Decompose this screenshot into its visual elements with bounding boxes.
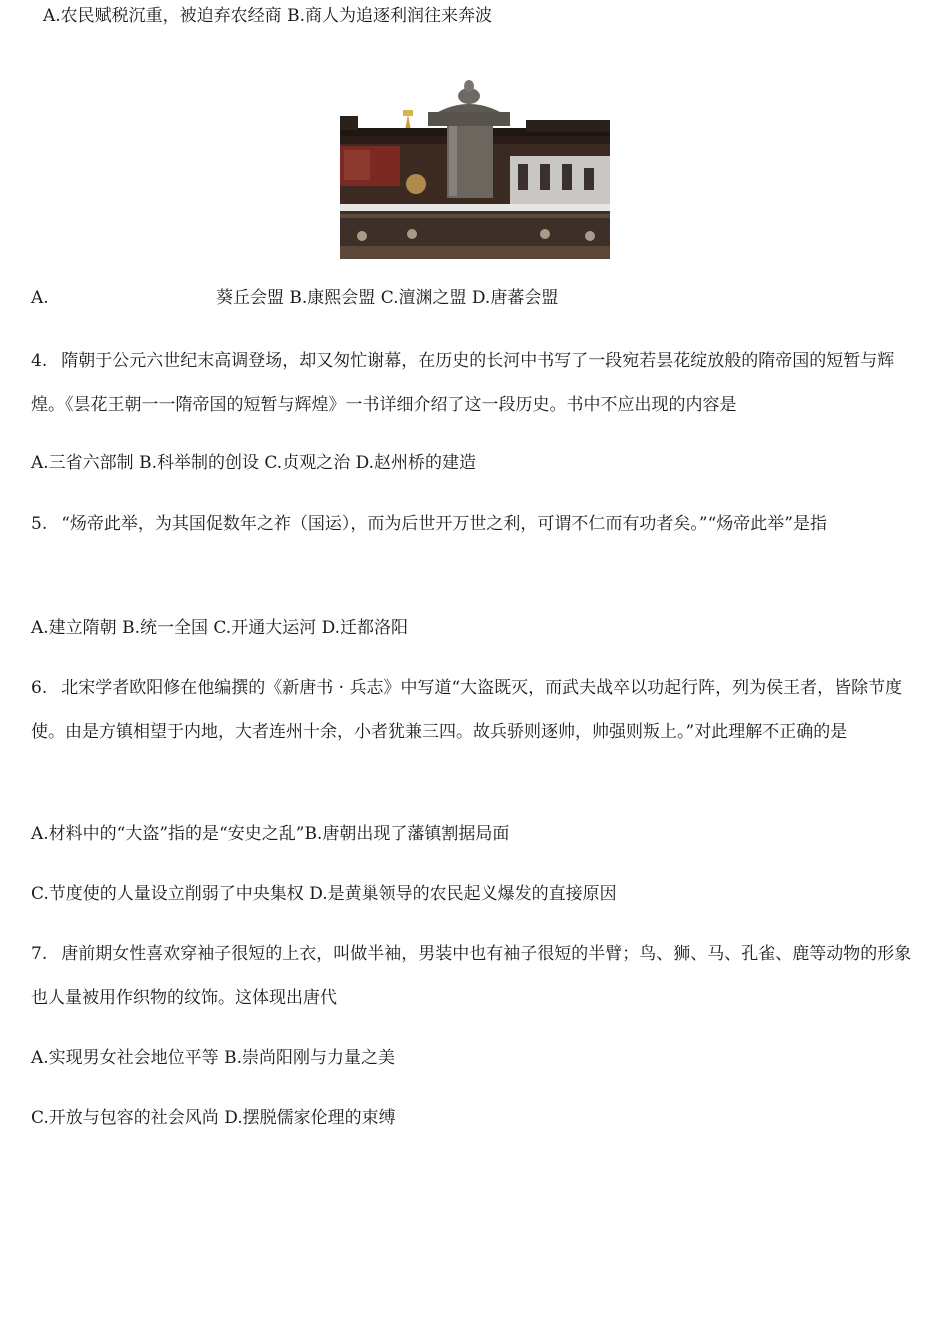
- question-6-options-cd: C.节度使的人量设立削弱了中央集权 D.是黄巢领导的农民起义爆发的直接原因: [31, 884, 617, 904]
- q3-option-a-label: A.: [31, 288, 49, 308]
- stone-pillar-photo: [340, 76, 610, 263]
- question-5-options: A.建立隋朝 B.统一全国 C.开通大运河 D.迁都洛阳: [31, 618, 409, 638]
- question-number: 7.: [31, 944, 48, 964]
- question-5: [31, 502, 916, 546]
- question-stem: “炀帝此举，为其国促数年之祚（国运），而为后世开万世之利，可谓不仁而有功者矣。”“炀帝此举”是指: [61, 514, 827, 534]
- question-stem: 隋朝于公元六世纪末高调登场，却又匆忙谢幕，在历史的长河中书写了一段宛若昙花绽放般的隋帝国的短暂与辉煌。《昙花王朝一一隋帝国的短暂与辉煌》一书详细介绍了这一段历史。书中不应出现的内容是: [31, 351, 895, 415]
- question-stem: 北宋学者欧阳修在他编撰的《新唐书 · 兵志》中写道“大盗既灭，而武夫战卒以功起行阵，列为侯王者，皆除节度使。由是方镇相望于内地，大者连州十余，小者犹兼三四。故兵骄则逐帅，帅强则叛上。”对此理解不正确的是: [31, 678, 903, 742]
- question-number: 6.: [31, 678, 48, 698]
- question-7-options-ab: A.实现男女社会地位平等 B.崇尚阳刚与力量之美: [31, 1048, 395, 1068]
- question-7: [31, 932, 916, 1020]
- question-6-options-ab: A.材料中的“大盗”指的是“安史之乱”B.唐朝出现了藩镇割据局面: [31, 824, 510, 844]
- question-7-options-cd: C.开放与包容的社会风尚 D.摆脱儒家伦理的束缚: [31, 1108, 396, 1128]
- q3-options-prev: A.农民赋税沉重，被迫弃农经商 B.商人为追逐利润往来奔波: [43, 6, 492, 26]
- question-number: 4.: [31, 351, 48, 371]
- q3-options: [31, 287, 916, 309]
- question-stem: 唐前期女性喜欢穿袖子很短的上衣，叫做半袖，男装中也有袖子很短的半臂；鸟、狮、马、孔雀、鹿等动物的形象也人量被用作织物的纹饰。这体现出唐代: [31, 944, 912, 1008]
- question-4: [31, 339, 916, 427]
- question-4-options: A.三省六部制 B.科举制的创设 C.贞观之治 D.赵州桥的建造: [31, 453, 477, 473]
- question-number: 5.: [31, 514, 48, 534]
- q3-option-text: 葵丘会盟 B.康熙会盟 C.澶渊之盟 D.唐蕃会盟: [216, 288, 559, 308]
- question-6: [31, 666, 916, 754]
